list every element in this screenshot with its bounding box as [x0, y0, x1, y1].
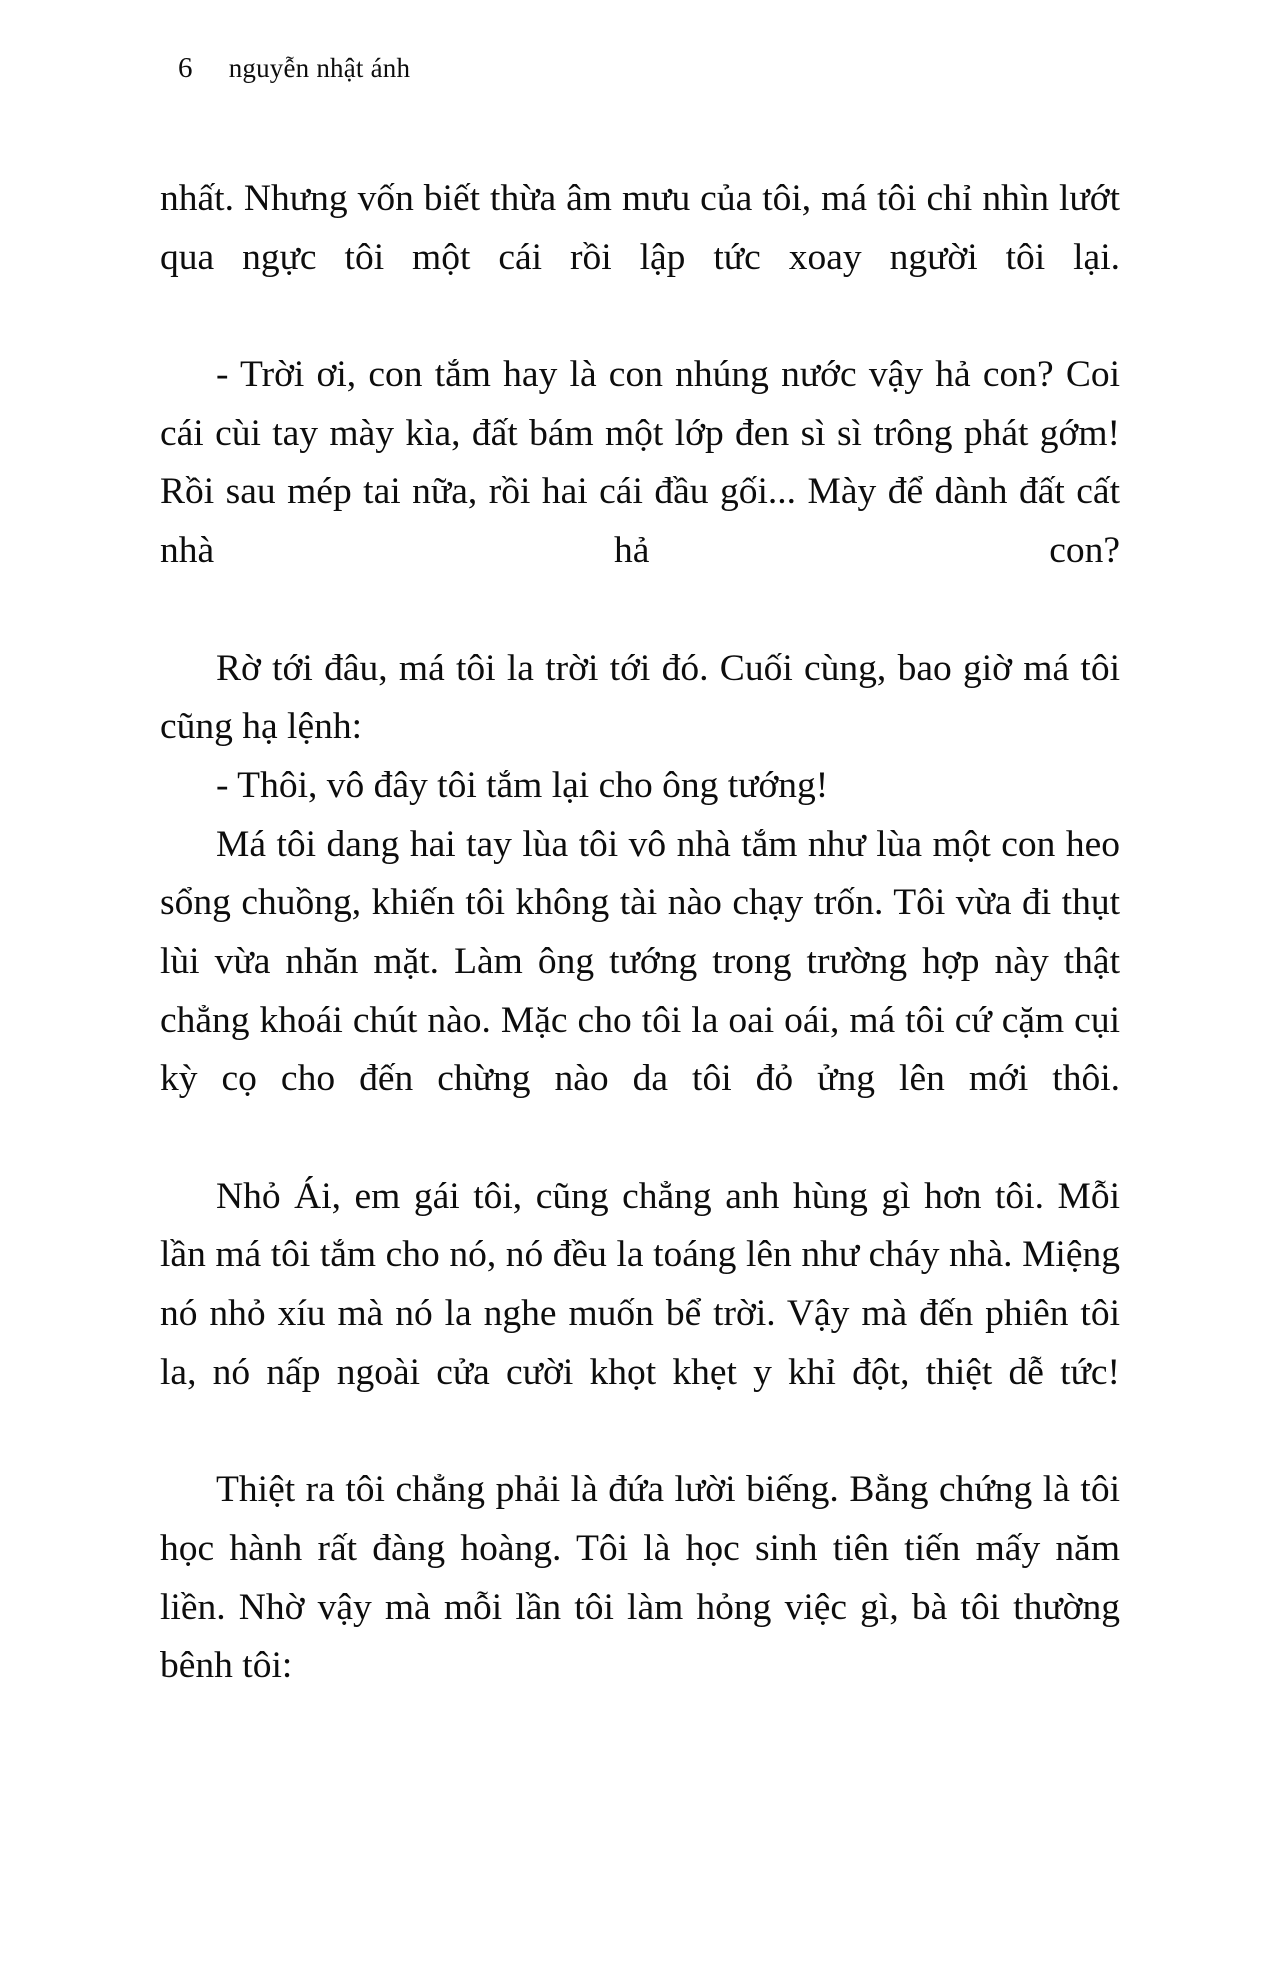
paragraph: Nhỏ Ái, em gái tôi, cũng chẳng anh hùng gì hơn tôi. Mỗi lần má tôi tắm cho nó, nó đều la toáng lên như cháy nhà. Miệng nó nhỏ xíu mà nó la nghe muốn bể trời. Vậy mà đến phiên tôi la, nó nấp ngoài cửa cười khọt khẹt y khỉ đột, thiệt dễ tức!: [160, 1175, 1120, 1393]
paragraph: - Thôi, vô đây tôi tắm lại cho ông tướng!: [216, 764, 829, 806]
running-head: [178, 52, 1110, 85]
paragraph: Thiệt ra tôi chẳng phải là đứa lười biếng. Bằng chứng là tôi học hành rất đàng hoàng. Tôi là học sinh tiên tiến mấy năm liền. Nhờ vậy mà mỗi lần tôi làm hỏng việc gì, bà tôi thường bênh tôi:: [160, 1469, 1120, 1687]
body-text: [160, 170, 1120, 1696]
author-name: nguyễn nhật ánh: [228, 53, 411, 83]
paragraph: Rờ tới đâu, má tôi la trời tới đó. Cuối cùng, bao giờ má tôi cũng hạ lệnh:: [160, 647, 1120, 748]
paragraph: Má tôi dang hai tay lùa tôi vô nhà tắm như lùa một con heo sổng chuồng, khiến tôi không tài nào chạy trốn. Tôi vừa đi thụt lùi vừa nhăn mặt. Làm ông tướng trong trường hợp này thật chẳng khoái chút nào. Mặc cho tôi la oai oái, má tôi cứ cặm cụi kỳ cọ cho đến chừng nào da tôi đỏ ửng lên mới thôi.: [160, 823, 1120, 1100]
paragraph: nhất. Nhưng vốn biết thừa âm mưu của tôi, má tôi chỉ nhìn lướt qua ngực tôi một cái rồi lập tức xoay người tôi lại.: [160, 178, 1120, 278]
paragraph: - Trời ơi, con tắm hay là con nhúng nước vậy hả con? Coi cái cùi tay mày kìa, đất bám một lớp đen sì sì trông phát gớm! Rồi sau mép tai nữa, rồi hai cái đầu gối... Mày để dành đất cất nhà hả con?: [160, 354, 1120, 572]
page-number: 6: [178, 52, 193, 84]
